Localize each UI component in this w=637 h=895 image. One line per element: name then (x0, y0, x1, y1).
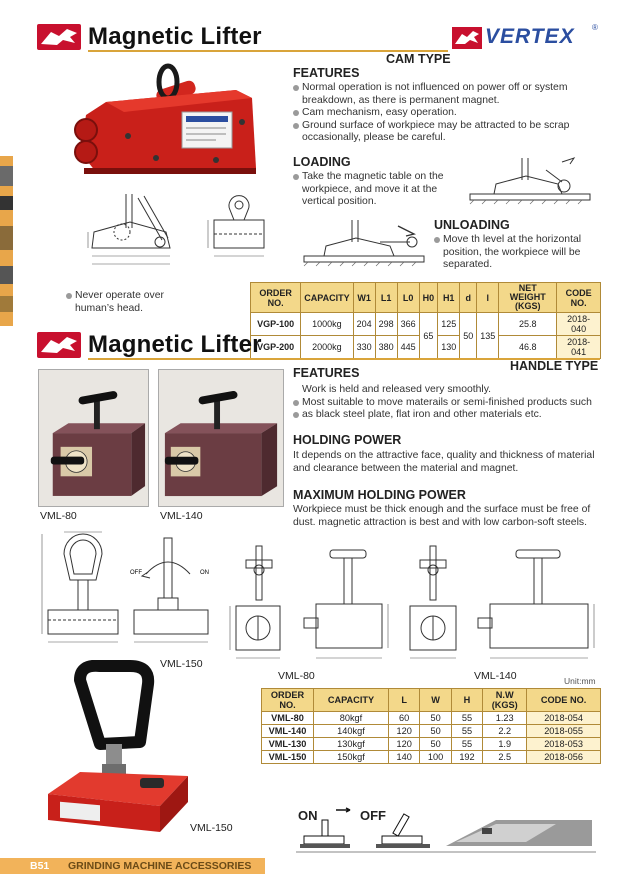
section1-title: Magnetic Lifter (88, 23, 262, 50)
feature-item: Normal operation is not influenced on power off or system breakdown, as there is permanent magnet. (293, 82, 593, 107)
col-header: L (388, 689, 419, 712)
vml140-drawing (400, 540, 468, 666)
section1-type: CAM TYPE (386, 52, 451, 66)
unloading-heading: UNLOADING (434, 218, 510, 232)
vml80-photo-caption: VML-80 (40, 510, 77, 522)
cell-capacity: 130kgf (314, 738, 389, 751)
cell-net-weight: 25.8 (499, 313, 557, 336)
col-header: d (460, 283, 477, 313)
cell-h: 192 (451, 751, 482, 764)
col-header: N.W (KGS) (483, 689, 527, 712)
vml140-photo-caption: VML-140 (160, 510, 203, 522)
footer-section-title: GRINDING MACHINE ACCESSORIES (68, 860, 252, 872)
cell-h1: 130 (438, 336, 460, 359)
cell-code-no: 2018-054 (527, 712, 601, 725)
section2-logo-icon (37, 332, 81, 358)
cell-order-no: VML-80 (262, 712, 314, 725)
loading-text (293, 171, 459, 209)
warning-item: Never operate over human’s head. (66, 290, 196, 315)
col-header: ORDER NO. (262, 689, 314, 712)
vml80-photo (38, 369, 149, 507)
cell-l1: 298 (375, 313, 397, 336)
cell-code-no: 2018-040 (557, 313, 601, 336)
feature-item: as black steel plate, flat iron and other materials etc. (293, 409, 603, 422)
registered-mark: ® (592, 23, 598, 32)
section2-features-heading: FEATURES (293, 366, 360, 380)
loading-item: Take the magnetic table on the workpiece, and move it at the vertical position. (293, 171, 459, 209)
cell-l: 135 (477, 313, 499, 359)
table-row (251, 313, 601, 336)
cell-l: 120 (388, 725, 419, 738)
handle-type-spec-table (261, 688, 601, 764)
cell-l: 60 (388, 712, 419, 725)
col-header: CODE NO. (557, 283, 601, 313)
dial-on-label: ON (200, 570, 209, 576)
cell-w: 100 (420, 751, 451, 764)
col-header: NET WEIGHT (KGS) (499, 283, 557, 313)
max-holding-heading: MAXIMUM HOLDING POWER (293, 488, 466, 502)
table-row (262, 725, 601, 738)
cell-code-no: 2018-055 (527, 725, 601, 738)
cell-net-weight: 46.8 (499, 336, 557, 359)
vml150-side-drawing (128, 530, 218, 652)
vertex-wordmark: VERTEX (485, 25, 575, 48)
vml150-photo-caption: VML-150 (190, 822, 233, 834)
cell-l0: 445 (397, 336, 419, 359)
cell-nw: 2.5 (483, 751, 527, 764)
col-header: H1 (438, 283, 460, 313)
cell-w: 50 (420, 712, 451, 725)
max-holding-text: Workpiece must be thick enough and the surface must be free of dust. magnetic attraction is best and with low carbon-soft steels. (293, 504, 591, 528)
cell-h: 55 (451, 738, 482, 751)
table-row (262, 751, 601, 764)
side-tab-image (0, 156, 13, 326)
cell-code-no: 2018-053 (527, 738, 601, 751)
vml140-drawing-caption: VML-140 (474, 670, 517, 682)
cam-type-spec-table (250, 282, 601, 359)
section2-title: Magnetic Lifter (88, 331, 262, 358)
col-header: H (451, 689, 482, 712)
brand-logo-icon (37, 24, 81, 50)
loading-diagram (466, 154, 594, 206)
vertex-logo (452, 23, 602, 49)
cell-capacity: 1000kg (301, 313, 353, 336)
off-label: OFF (360, 808, 386, 823)
col-header: ORDER NO. (251, 283, 301, 313)
warning-text (66, 290, 196, 315)
cell-nw: 1.23 (483, 712, 527, 725)
cell-code-no: 2018-041 (557, 336, 601, 359)
vml80-drawing (226, 540, 290, 666)
cam-lifter-side-drawing (86, 188, 182, 272)
table-row (262, 712, 601, 725)
cell-h: 55 (451, 725, 482, 738)
vml140-side-drawing (476, 540, 600, 666)
on-off-illustration (296, 800, 596, 856)
col-header: W1 (353, 283, 375, 313)
cell-nw: 2.2 (483, 725, 527, 738)
cell-h1: 125 (438, 313, 460, 336)
cell-order-no: VML-130 (262, 738, 314, 751)
cell-capacity: 80kgf (314, 712, 389, 725)
section1-features-heading: FEATURES (293, 66, 360, 80)
col-header: H0 (419, 283, 438, 313)
cell-nw: 1.9 (483, 738, 527, 751)
feature-item: Most suitable to move materails or semi-finished products such (293, 397, 603, 410)
cell-code-no: 2018-056 (527, 751, 601, 764)
dial-off-label: OFF (130, 570, 142, 576)
col-header: CAPACITY (301, 283, 353, 313)
cell-w: 50 (420, 738, 451, 751)
vml150-drawing-caption: VML-150 (160, 658, 203, 670)
cell-l: 120 (388, 738, 419, 751)
cell-capacity: 150kgf (314, 751, 389, 764)
col-header: l (477, 283, 499, 313)
feature-item: Ground surface of workpiece may be attracted to be scrap occasionally, please be careful. (293, 120, 593, 145)
col-header: L1 (375, 283, 397, 313)
feature-item: Work is held and released very smoothly. (302, 384, 492, 395)
cell-h: 55 (451, 712, 482, 725)
vml140-photo (158, 369, 284, 507)
feature-item: Cam mechanism, easy operation. (293, 107, 593, 120)
page-number: B51 (30, 860, 50, 872)
unloading-diagram (300, 212, 428, 268)
vml80-side-drawing (300, 540, 392, 666)
unit-label: Unit:mm (564, 676, 596, 686)
cam-lifter-photo (66, 60, 262, 178)
vertex-logo-icon (452, 27, 482, 49)
cell-l0: 366 (397, 313, 419, 336)
cell-w1: 330 (353, 336, 375, 359)
section2-type: HANDLE TYPE (510, 359, 599, 373)
col-header: CAPACITY (314, 689, 389, 712)
on-label: ON (298, 808, 318, 823)
vml150-front-drawing (38, 530, 128, 652)
cell-d: 50 (460, 313, 477, 359)
table-row (262, 738, 601, 751)
cell-w1: 204 (353, 313, 375, 336)
cell-order-no: VML-140 (262, 725, 314, 738)
holding-power-text: It depends on the attractive face, quality and thickness of material and clearance between the material and magnet. (293, 450, 595, 474)
cell-h0: 65 (419, 313, 438, 359)
cell-order-no: VML-150 (262, 751, 314, 764)
section1-features-list (293, 82, 593, 145)
col-header: CODE NO. (527, 689, 601, 712)
vml150-photo (40, 660, 190, 845)
unloading-item: Move th level at the horizontal position, the workpiece will be separated. (434, 234, 600, 272)
section2-features-list (293, 384, 603, 422)
cell-l: 140 (388, 751, 419, 764)
cell-order-no: VGP-200 (251, 336, 301, 359)
col-header: L0 (397, 283, 419, 313)
holding-power-heading: HOLDING POWER (293, 433, 402, 447)
unloading-text (434, 234, 600, 272)
cell-order-no: VGP-100 (251, 313, 301, 336)
loading-heading: LOADING (293, 155, 351, 169)
cell-capacity: 140kgf (314, 725, 389, 738)
cell-w: 50 (420, 725, 451, 738)
vml80-drawing-caption: VML-80 (278, 670, 315, 682)
cam-lifter-front-drawing (204, 190, 274, 264)
cell-l1: 380 (375, 336, 397, 359)
cell-capacity: 2000kg (301, 336, 353, 359)
col-header: W (420, 689, 451, 712)
